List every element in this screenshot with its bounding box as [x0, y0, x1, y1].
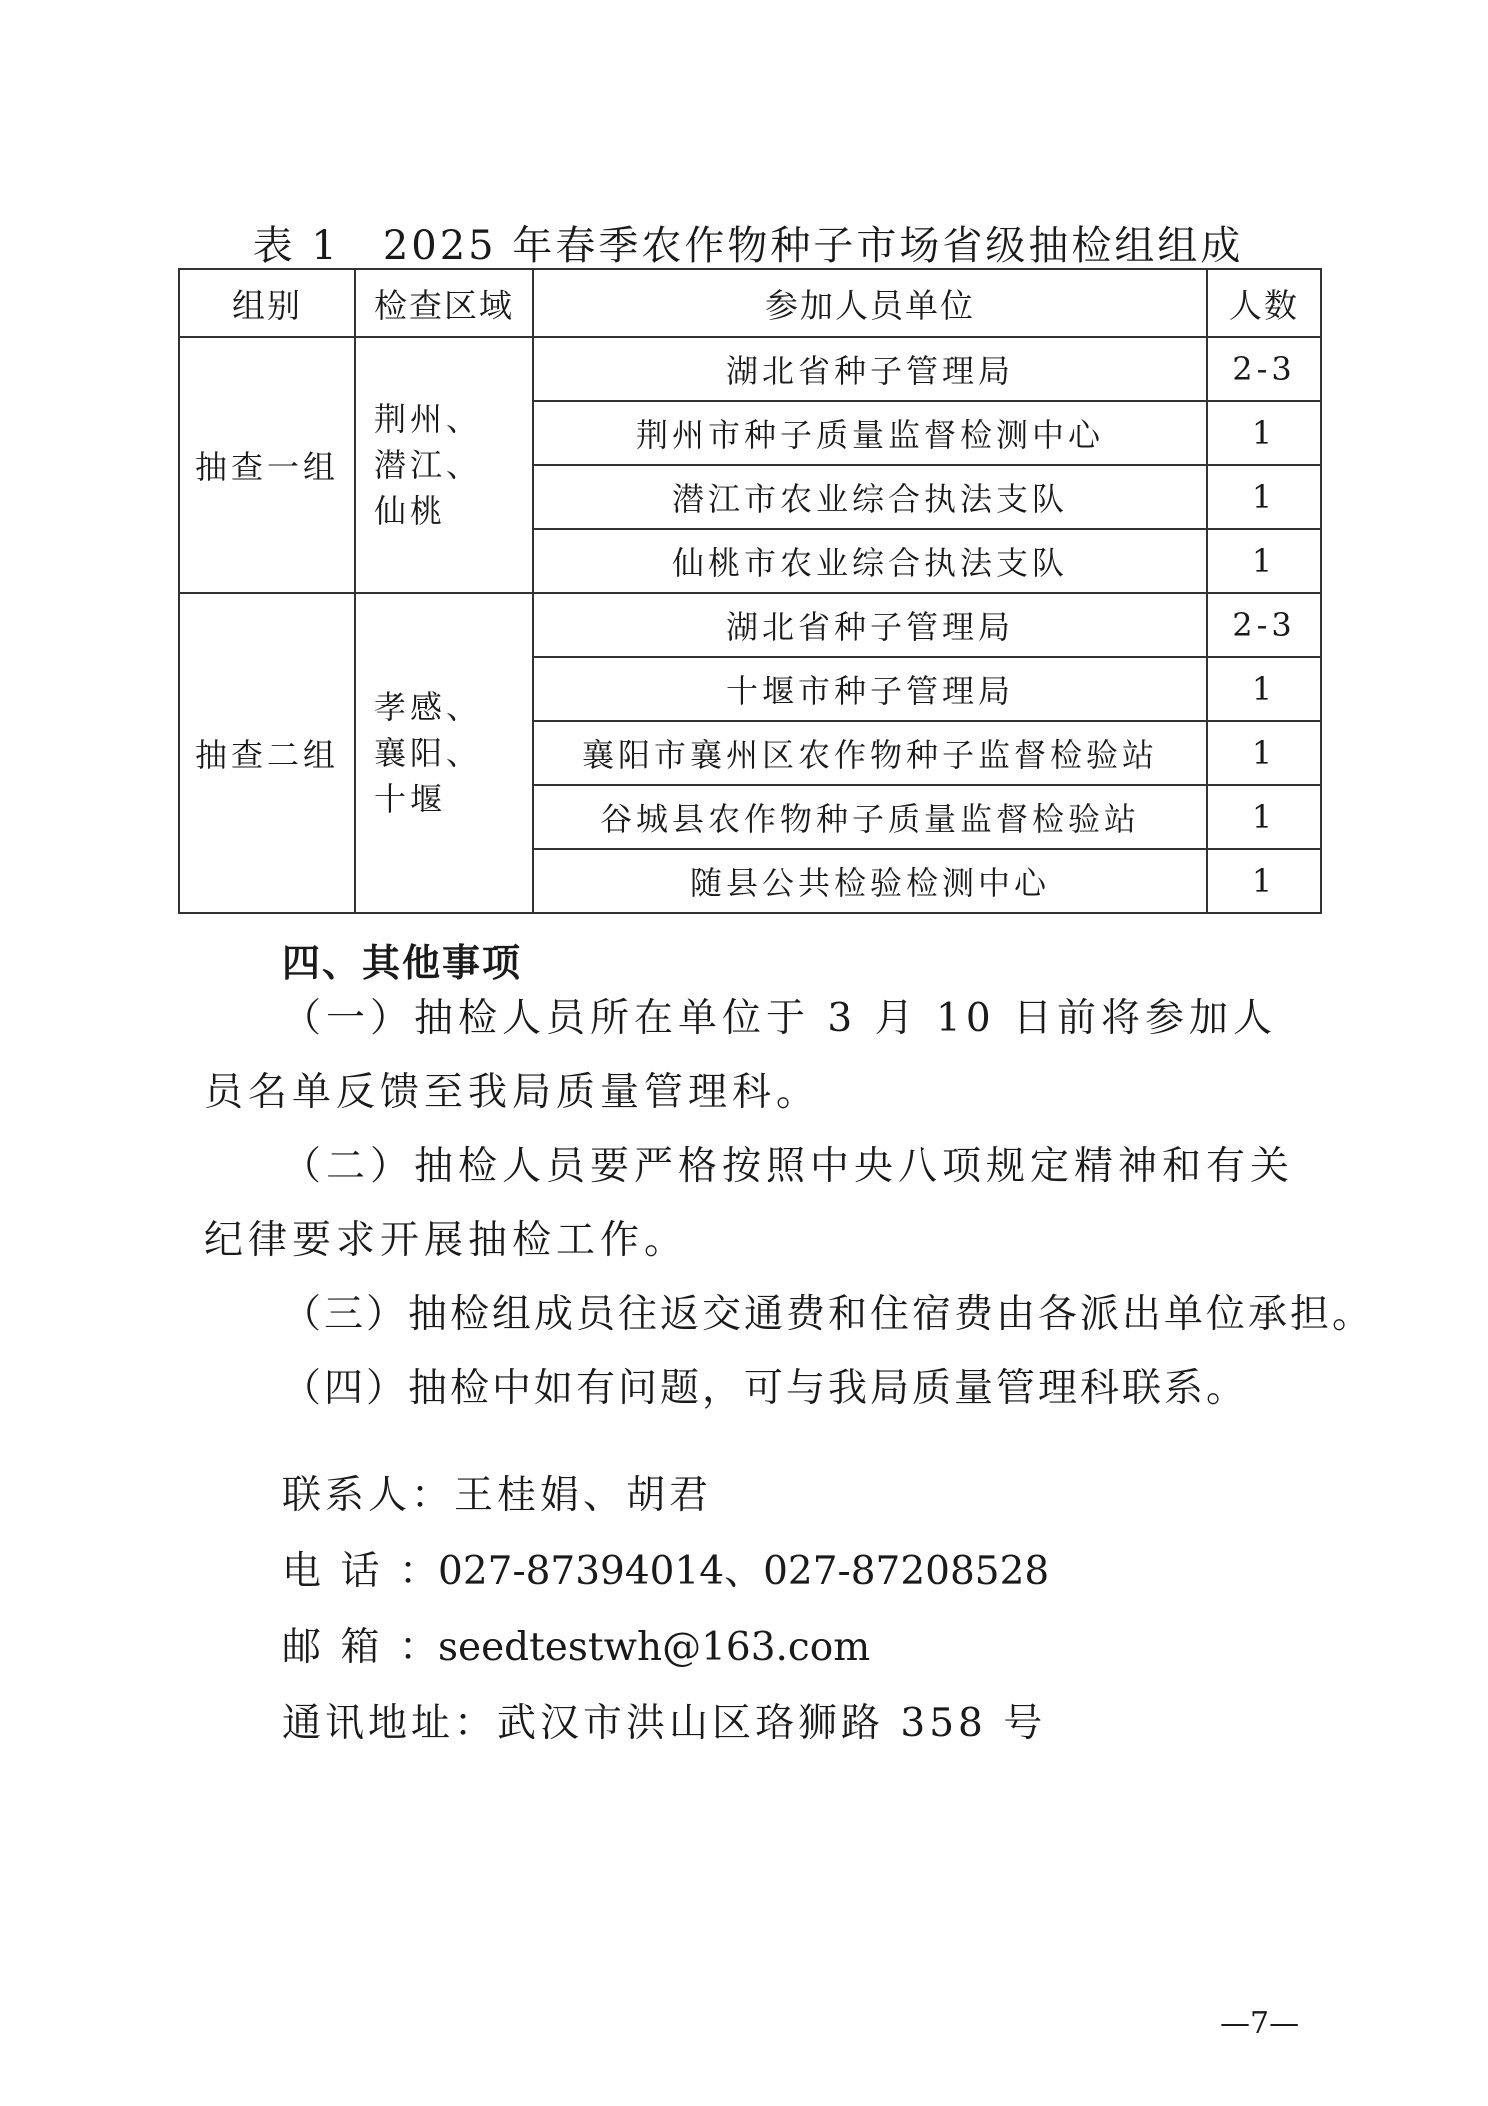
group-area-text: 孝感、襄阳、十堰 [374, 688, 483, 818]
contact-person-value: 王桂娟、胡君 [454, 1473, 713, 1518]
unit-cell: 仙桃市农业综合执法支队 [533, 529, 1207, 593]
paragraph-item-1: （一）抽检人员所在单位于 3 月 10 日前将参加人员名单反馈至我局质量管理科。 [204, 996, 1278, 1115]
section-heading: 四、其他事项 [282, 941, 523, 985]
count-cell: 1 [1207, 849, 1321, 913]
group-area-cell [355, 337, 533, 593]
contact-phone-label: 电话： [282, 1549, 438, 1594]
unit-cell: 十堰市种子管理局 [533, 657, 1207, 721]
paragraph-item-4: （四）抽检中如有问题，可与我局质量管理科联系。 [282, 1366, 1249, 1411]
count-cell: 1 [1207, 401, 1321, 465]
unit-cell: 荆州市种子质量监督检测中心 [533, 401, 1207, 465]
group-area-cell [355, 593, 533, 913]
unit-cell: 湖北省种子管理局 [533, 337, 1207, 401]
header-unit: 参加人员单位 [533, 269, 1207, 337]
contact-address [282, 1692, 1046, 1748]
count-cell: 2-3 [1207, 337, 1321, 401]
count-cell: 2-3 [1207, 593, 1321, 657]
count-cell: 1 [1207, 529, 1321, 593]
unit-cell: 潜江市农业综合执法支队 [533, 465, 1207, 529]
paragraph-item-3: （三）抽检组成员往返交通费和住宿费由各派出单位承担。 [282, 1292, 1375, 1337]
header-area: 检查区域 [355, 269, 533, 337]
page-number: —7— [1220, 2006, 1300, 2041]
inspection-group-table [178, 268, 1322, 914]
contact-email-label: 邮箱： [282, 1625, 438, 1670]
unit-cell: 湖北省种子管理局 [533, 593, 1207, 657]
header-count: 人数 [1207, 269, 1321, 337]
count-cell: 1 [1207, 465, 1321, 529]
table-header-row [179, 269, 1321, 337]
table-row [179, 337, 1321, 401]
count-cell: 1 [1207, 657, 1321, 721]
contact-phone-value: 027-87394014、027-87208528 [438, 1549, 1050, 1594]
table-row [179, 593, 1321, 657]
count-cell: 1 [1207, 785, 1321, 849]
contact-email-value: seedtestwh@163.com [438, 1625, 871, 1670]
header-group: 组别 [179, 269, 355, 337]
unit-cell: 谷城县农作物种子质量监督检验站 [533, 785, 1207, 849]
group-area-text: 荆州、潜江、仙桃 [374, 400, 483, 530]
unit-cell: 随县公共检验检测中心 [533, 849, 1207, 913]
unit-cell: 襄阳市襄州区农作物种子监督检验站 [533, 721, 1207, 785]
group-name-cell: 抽查二组 [179, 593, 355, 913]
contact-person [282, 1464, 712, 1520]
count-cell: 1 [1207, 721, 1321, 785]
contact-email [282, 1616, 870, 1672]
group-name-cell: 抽查一组 [179, 337, 355, 593]
contact-phone [282, 1540, 1049, 1596]
table-title: 表 1 2025 年春季农作物种子市场省级抽检组组成 [252, 223, 1244, 269]
contact-address-value: 武汉市洪山区珞狮路 358 号 [497, 1701, 1047, 1746]
contact-address-label: 通讯地址： [282, 1701, 498, 1746]
contact-person-label: 联系人： [282, 1473, 455, 1518]
paragraph-item-2: （二）抽检人员要严格按照中央八项规定精神和有关纪律要求开展抽检工作。 [204, 1144, 1295, 1263]
